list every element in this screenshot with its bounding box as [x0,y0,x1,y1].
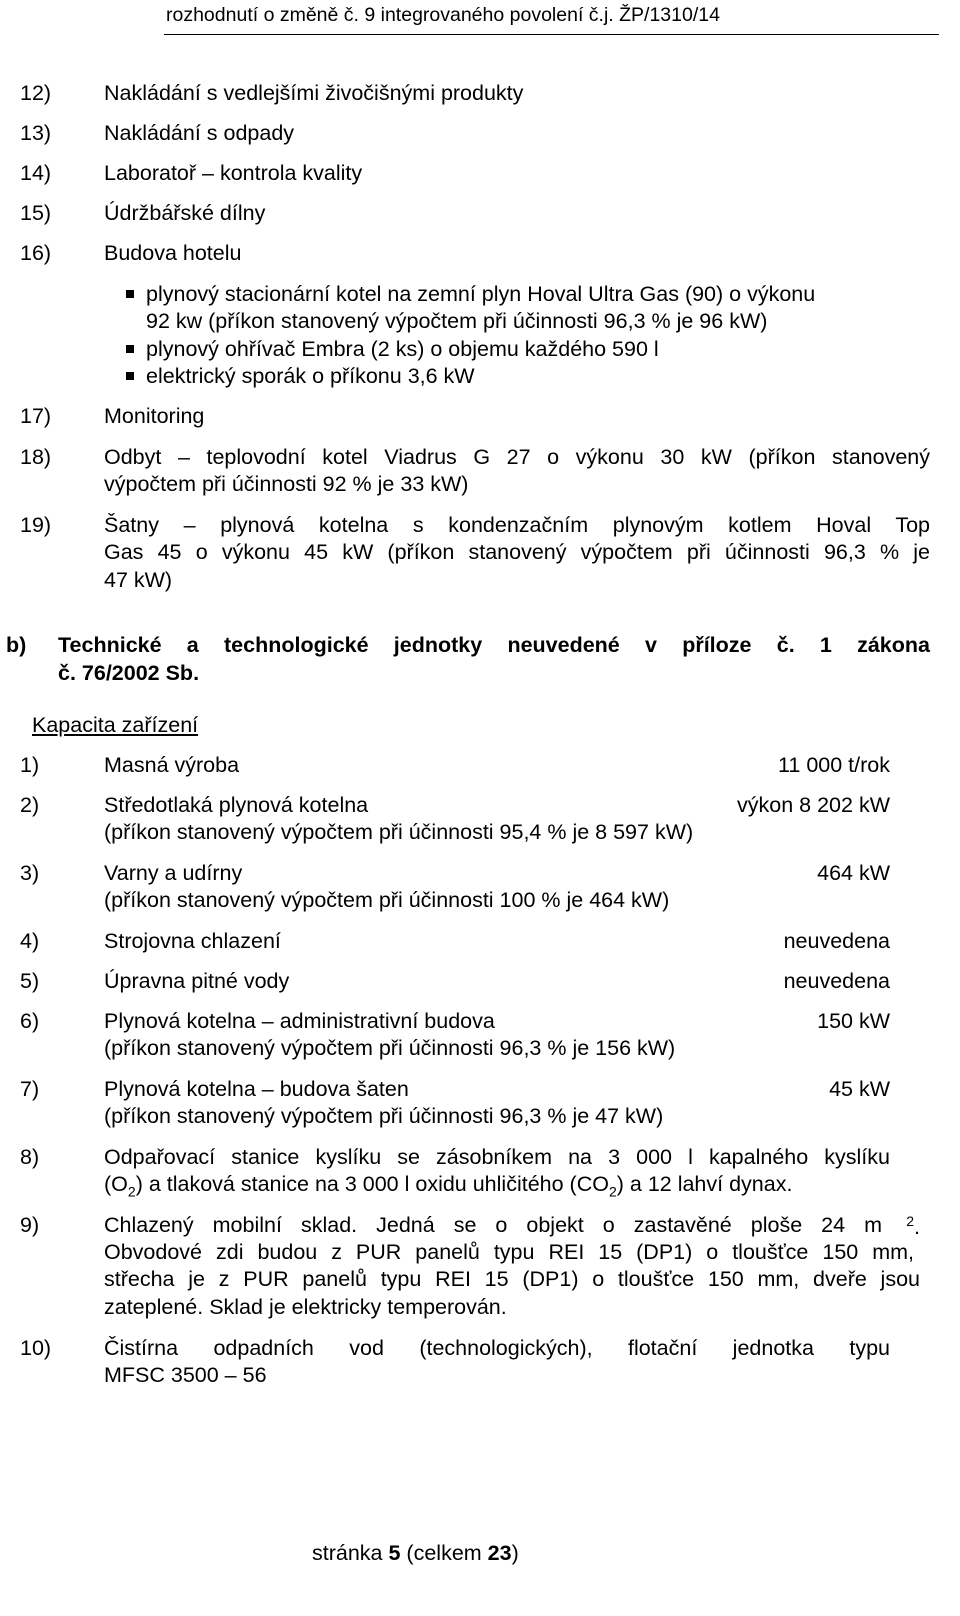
item-text-continuation: MFSC 3500 – 56 [104,1363,267,1387]
bullet-text-continuation: 92 kw (příkon stanovený výpočtem při účinnosti 96,3 % je 96 kW) [146,309,768,333]
item-text-continuation: střecha je z PUR panelů typu REI 15 (DP1) o tloušťce 150 mm, dveře jsou [104,1267,920,1291]
item-value: 150 kW [817,1009,890,1033]
item-name: Úpravna pitné vody [104,969,290,993]
text-fragment: . [914,1215,920,1240]
item-name: Plynová kotelna – administrativní budova [104,1009,495,1033]
item-number: 18) [20,445,52,469]
footer-text: stránka [312,1541,389,1565]
item-number: 15) [20,201,52,225]
item-text: Šatny – plynová kotelna s kondenzačním plynovým kotlem Hoval Top [104,513,930,537]
item-text [104,1213,920,1240]
capacity-heading: Kapacita zařízení [32,713,199,737]
page-footer [312,1541,519,1566]
section-heading-continuation: č. 76/2002 Sb. [58,661,200,685]
item-number: 1) [20,753,40,777]
item-number: 14) [20,161,52,185]
item-number: 12) [20,81,52,105]
item-value: 45 kW [829,1077,890,1101]
page-number: 5 [388,1541,401,1565]
footer-text: ) [511,1541,519,1565]
section-label: b) [6,633,27,657]
item-note: (příkon stanovený výpočtem při účinnosti 95,4 % je 8 597 kW) [104,820,694,844]
item-text: Odbyt – teplovodní kotel Viadrus G 27 o výkonu 30 kW (příkon stanovený [104,445,930,469]
item-name: Varny a udírny [104,861,243,885]
superscript: 2 [906,1213,915,1229]
item-text-continuation: Gas 45 o výkonu 45 kW (příkon stanovený výpočtem při účinnosti 96,3 % je [104,540,930,564]
item-text: Budova hotelu [104,241,242,265]
item-text-continuation: výpočtem při účinnosti 92 % je 33 kW) [104,472,469,496]
footer-text: (celkem [400,1541,488,1565]
item-text: Odpařovací stanice kyslíku se zásobníkem na 3 000 l kapalného kyslíku [104,1145,890,1169]
item-text: Údržbářské dílny [104,201,266,225]
item-number: 8) [20,1145,40,1169]
bullet-text: plynový stacionární kotel na zemní plyn Hoval Ultra Gas (90) o výkonu [146,282,816,306]
item-number: 5) [20,969,40,993]
subscript: 2 [127,1183,136,1200]
item-text: Nakládání s vedlejšími živočišnými produkty [104,81,524,105]
bullet-text: plynový ohřívač Embra (2 ks) o objemu každého 590 l [146,337,659,361]
section-heading: Technické a technologické jednotky neuvedené v příloze č. 1 zákona [58,633,930,657]
item-number: 13) [20,121,52,145]
item-number: 2) [20,793,40,817]
page-total: 23 [487,1541,512,1565]
item-name: Masná výroba [104,753,240,777]
text-fragment: (O [104,1172,128,1196]
text-fragment: Chlazený mobilní sklad. Jedná se o objekt o zastavěné ploše 24 m [104,1213,882,1237]
item-name: Plynová kotelna – budova šaten [104,1077,409,1101]
item-number: 6) [20,1009,40,1033]
item-note: (příkon stanovený výpočtem při účinnosti 96,3 % je 156 kW) [104,1036,676,1060]
item-number: 4) [20,929,40,953]
item-value: neuvedena [783,969,890,993]
item-value: 11 000 t/rok [778,753,890,777]
item-note: (příkon stanovený výpočtem při účinnosti 96,3 % je 47 kW) [104,1104,664,1128]
header-rule [164,34,939,35]
page-header: rozhodnutí o změně č. 9 integrovaného povolení č.j. ŽP/1310/14 [166,4,720,26]
item-text-continuation [104,1172,792,1199]
text-fragment: ) a tlaková stanice na 3 000 l oxidu uhličitého (CO [135,1172,609,1196]
item-text: Laboratoř – kontrola kvality [104,161,363,185]
item-text: Nakládání s odpady [104,121,295,145]
item-number: 3) [20,861,40,885]
item-text-continuation: zateplené. Sklad je elektricky temperován. [104,1295,507,1319]
item-number: 7) [20,1077,40,1101]
item-value: neuvedena [783,929,890,953]
superscript-unit [906,1213,920,1240]
text-fragment: ) a 12 lahví dynax. [616,1172,793,1196]
item-text-continuation: 47 kW) [104,568,173,592]
item-number: 19) [20,513,52,537]
item-number: 9) [20,1213,40,1237]
item-name: Strojovna chlazení [104,929,281,953]
item-number: 16) [20,241,52,265]
item-name: Středotlaká plynová kotelna [104,793,369,817]
item-text: Monitoring [104,404,205,428]
item-text-continuation: Obvodové zdi budou z PUR panelů typu REI 15 (DP1) o tloušťce 150 mm, [104,1240,914,1264]
bullet-text: elektrický sporák o příkonu 3,6 kW [146,364,475,388]
item-text: Čistírna odpadních vod (technologických), flotační jednotka typu [104,1336,890,1360]
subscript: 2 [608,1183,617,1200]
item-number: 17) [20,404,52,428]
item-value: výkon 8 202 kW [737,793,890,817]
item-value: 464 kW [817,861,890,885]
item-note: (příkon stanovený výpočtem při účinnosti 100 % je 464 kW) [104,888,670,912]
item-number: 10) [20,1336,52,1360]
